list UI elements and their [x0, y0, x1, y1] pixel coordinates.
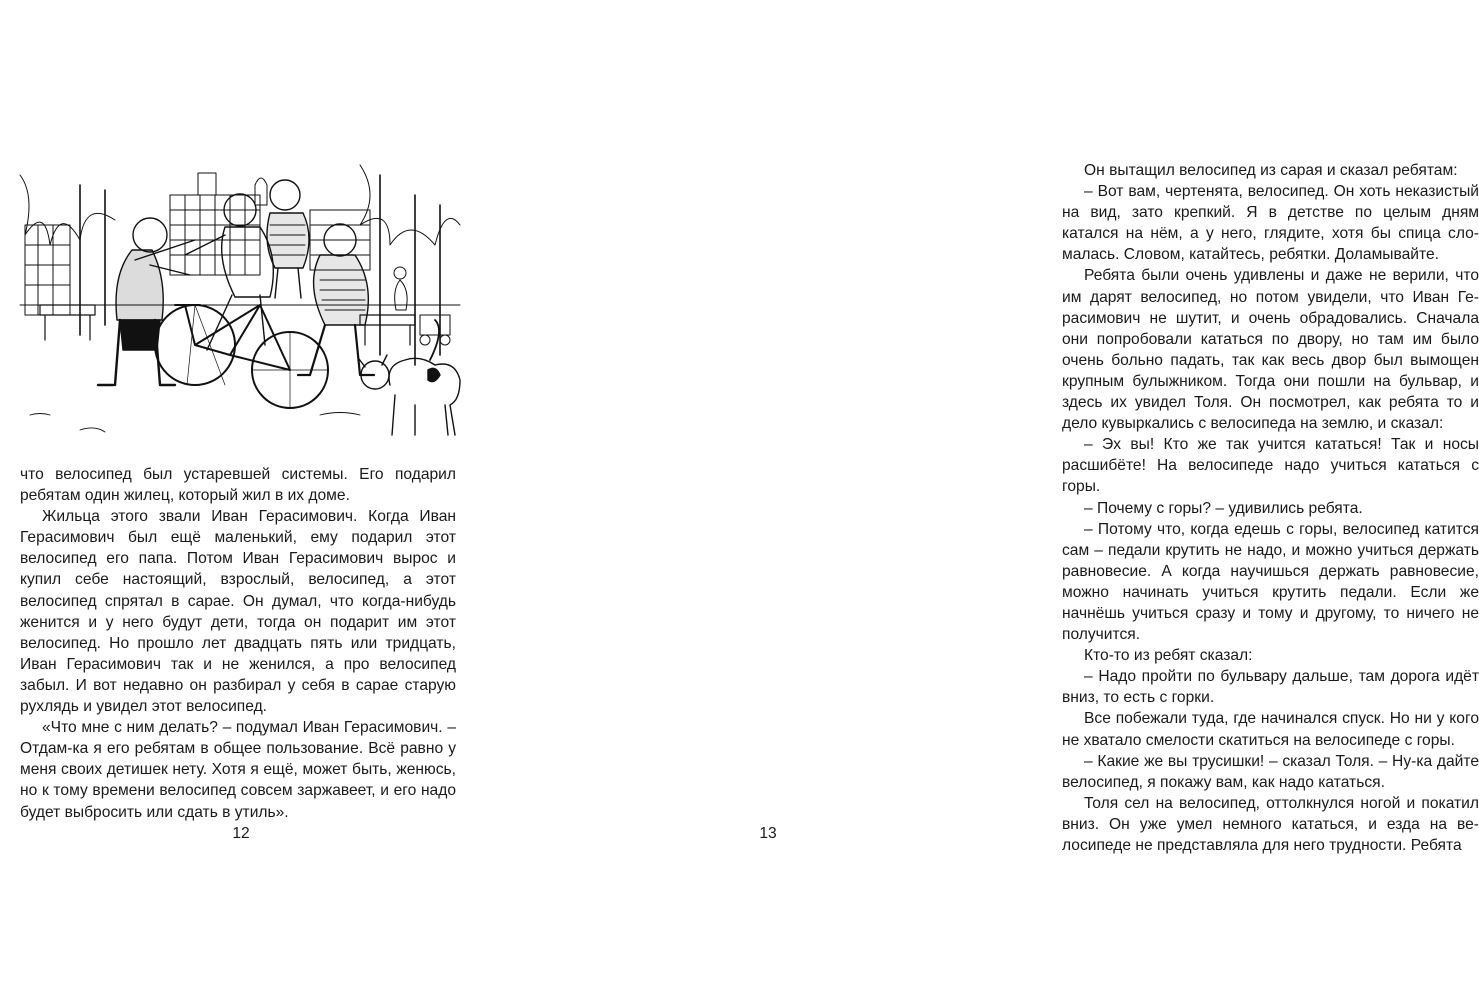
paragraph: – Вот вам, чертенята, велосипед. Он хоть неказистый на вид, зато крепкий. Я в детстве по целым дням катался на нём, а у него, глядите, хотя бы спица сломалась. Словом, катайтесь, ребятки. Доламывайте. [1062, 183, 1479, 264]
page-number: 12 [232, 825, 250, 842]
paragraph: – Надо пройти по бульвару дальше, там дорога идёт вниз, то есть с горки. [1062, 668, 1479, 707]
paragraph: Ребята были очень удивлены и даже не верили, что им дарят велосипед, но потом увидели, что Иван Герасимович не шутит, и очень обрадовались. Сначала они попробовали кататься по двору, но там им было очень больно падать, так как весь двор был вымощен крупным булыжником. Тогда они пошли на бульвар, и здесь их увидел Толя. Он посмотрел, как ребята то и дело кувыркались с велосипеда на землю, и сказал: [1062, 267, 1479, 433]
paragraph: – Какие же вы трусишки! – сказал Толя. – Ну-ка дайте велосипед, я покажу вам, как надо кататься. [1062, 752, 1479, 791]
left-page [0, 0, 500, 1000]
paragraph: – Почему с горы? – удивились ребята. [1084, 499, 1363, 517]
paragraph: Толя сел на велосипед, оттолкнулся ногой и покатил вниз. Он уже умел немного кататься, и езда на велосипеде не представляла для него трудности. Ребята [1062, 794, 1479, 854]
paragraph: что велосипед был устаревшей системы. Его подарил ребятам один жилец, который жил в их доме. [20, 466, 456, 505]
paragraph: «Что мне с ним делать? – подумал Иван Герасимович. – Отдам-ка я его ребятам в общее пользование. Всё равно у меня своих детишек нету. Хотя я ещё, может быть, женюсь, но к тому времени велосипед совсем заржавеет, и его надо будет выбросить или сдать в утиль». [20, 719, 456, 821]
paragraph: Жильца этого звали Иван Герасимович. Когда Иван Герасимович был ещё маленький, ему подарил этот велосипед его папа. Потом Иван Герасимович вырос и купил себе настоящий, взрослый, велосипед, а этот велосипед спрятал в сарае. Он думал, что когда-нибудь женится и у него будут дети, тогда он подарит им этот велосипед. Но прошло лет двадцать пять или тридцать, Иван Герасимович так и не женился, а про велосипед забыл. И вот недавно он разбирал у себя в сарае старую рухлядь и увидел этот велосипед. [20, 508, 456, 716]
right-page-text [1062, 160, 1479, 856]
paragraph: Все побежали туда, где начинался спуск. Но ни у кого не хватало смелости скатиться на велосипеде с горы. [1062, 710, 1479, 749]
paragraph: – Эх вы! Кто же так учится кататься! Так и носы расшибёте! На велосипеде надо учиться кататься с горы. [1062, 436, 1479, 496]
right-page [500, 0, 1479, 1000]
page-number: 13 [759, 825, 777, 842]
paragraph: – Потому что, когда едешь с горы, велосипед катится сам – педали крутить не надо, и можно учиться держать равновесие. А когда научишься держать равновесие, можно начинать учиться крутить педали. Если же начнёшь учиться сразу и тому и другому, то ничего не получится. [1062, 520, 1479, 644]
illustration-boys-with-bicycle [20, 155, 460, 447]
paragraph: Кто-то из ребят сказал: [1084, 647, 1253, 665]
left-page-text [20, 464, 456, 823]
paragraph: Он вытащил велосипед из сарая и сказал ребятам: [1084, 162, 1458, 179]
